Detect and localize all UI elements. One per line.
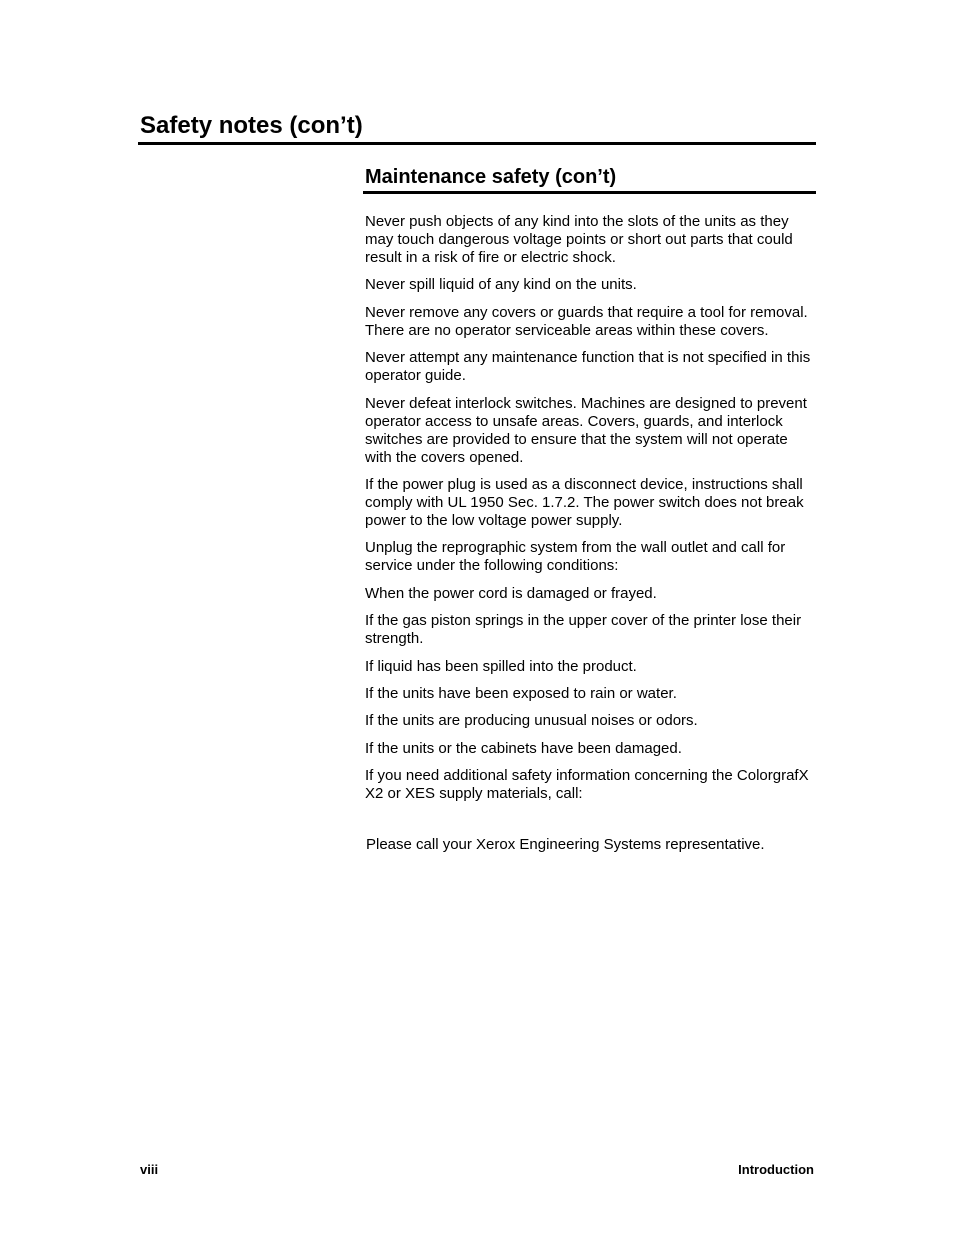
section-title: Maintenance safety (con’t) (365, 166, 617, 188)
paragraph-maintenance-warning: Never attempt any maintenance function that is not specified in this operator guide. (365, 349, 811, 385)
paragraph-unplug-conditions: Unplug the reprographic system from the wall outlet and call for service under the following conditions: (365, 539, 786, 575)
condition-rain-water: If the units have been exposed to rain or water. (365, 684, 677, 702)
footer-page-number: viii (140, 1162, 159, 1177)
condition-power-cord: When the power cord is damaged or frayed. (365, 584, 657, 602)
paragraph-interlock-warning: Never defeat interlock switches. Machines are designed to prevent operator access to unsafe areas. Covers, guards, and interlock switches are provided to ensure that the system will not operate with the covers opened. (365, 394, 807, 466)
footer-chapter: Introduction (738, 1162, 814, 1177)
condition-liquid-spilled: If liquid has been spilled into the product. (365, 657, 637, 675)
contact-line: Please call your Xerox Engineering Systems representative. (366, 836, 765, 853)
paragraph-power-plug: If the power plug is used as a disconnect device, instructions shall comply with UL 1950 Sec. 1.7.2. The power switch does not break power to the low voltage power supply. (365, 475, 804, 529)
paragraph-slots-warning: Never push objects of any kind into the slots of the units as they may touch dangerous voltage points or short out parts that could result in a risk of fire or electric shock. (365, 213, 793, 266)
paragraph-additional-info: If you need additional safety information concerning the ColorgrafX X2 or XES supply materials, call: (365, 767, 809, 803)
condition-gas-springs: If the gas piston springs in the upper cover of the printer lose their strength. (365, 612, 802, 648)
condition-damaged: If the units or the cabinets have been damaged. (365, 739, 682, 757)
title-divider (138, 142, 816, 145)
section-divider (363, 191, 816, 194)
section-body (365, 213, 817, 812)
condition-unusual-noises: If the units are producing unusual noises or odors. (365, 712, 698, 730)
paragraph-liquid-warning: Never spill liquid of any kind on the units. (365, 276, 637, 294)
page-title: Safety notes (con’t) (140, 112, 363, 139)
paragraph-covers-warning: Never remove any covers or guards that require a tool for removal. There are no operator serviceable areas within these covers. (365, 303, 808, 339)
